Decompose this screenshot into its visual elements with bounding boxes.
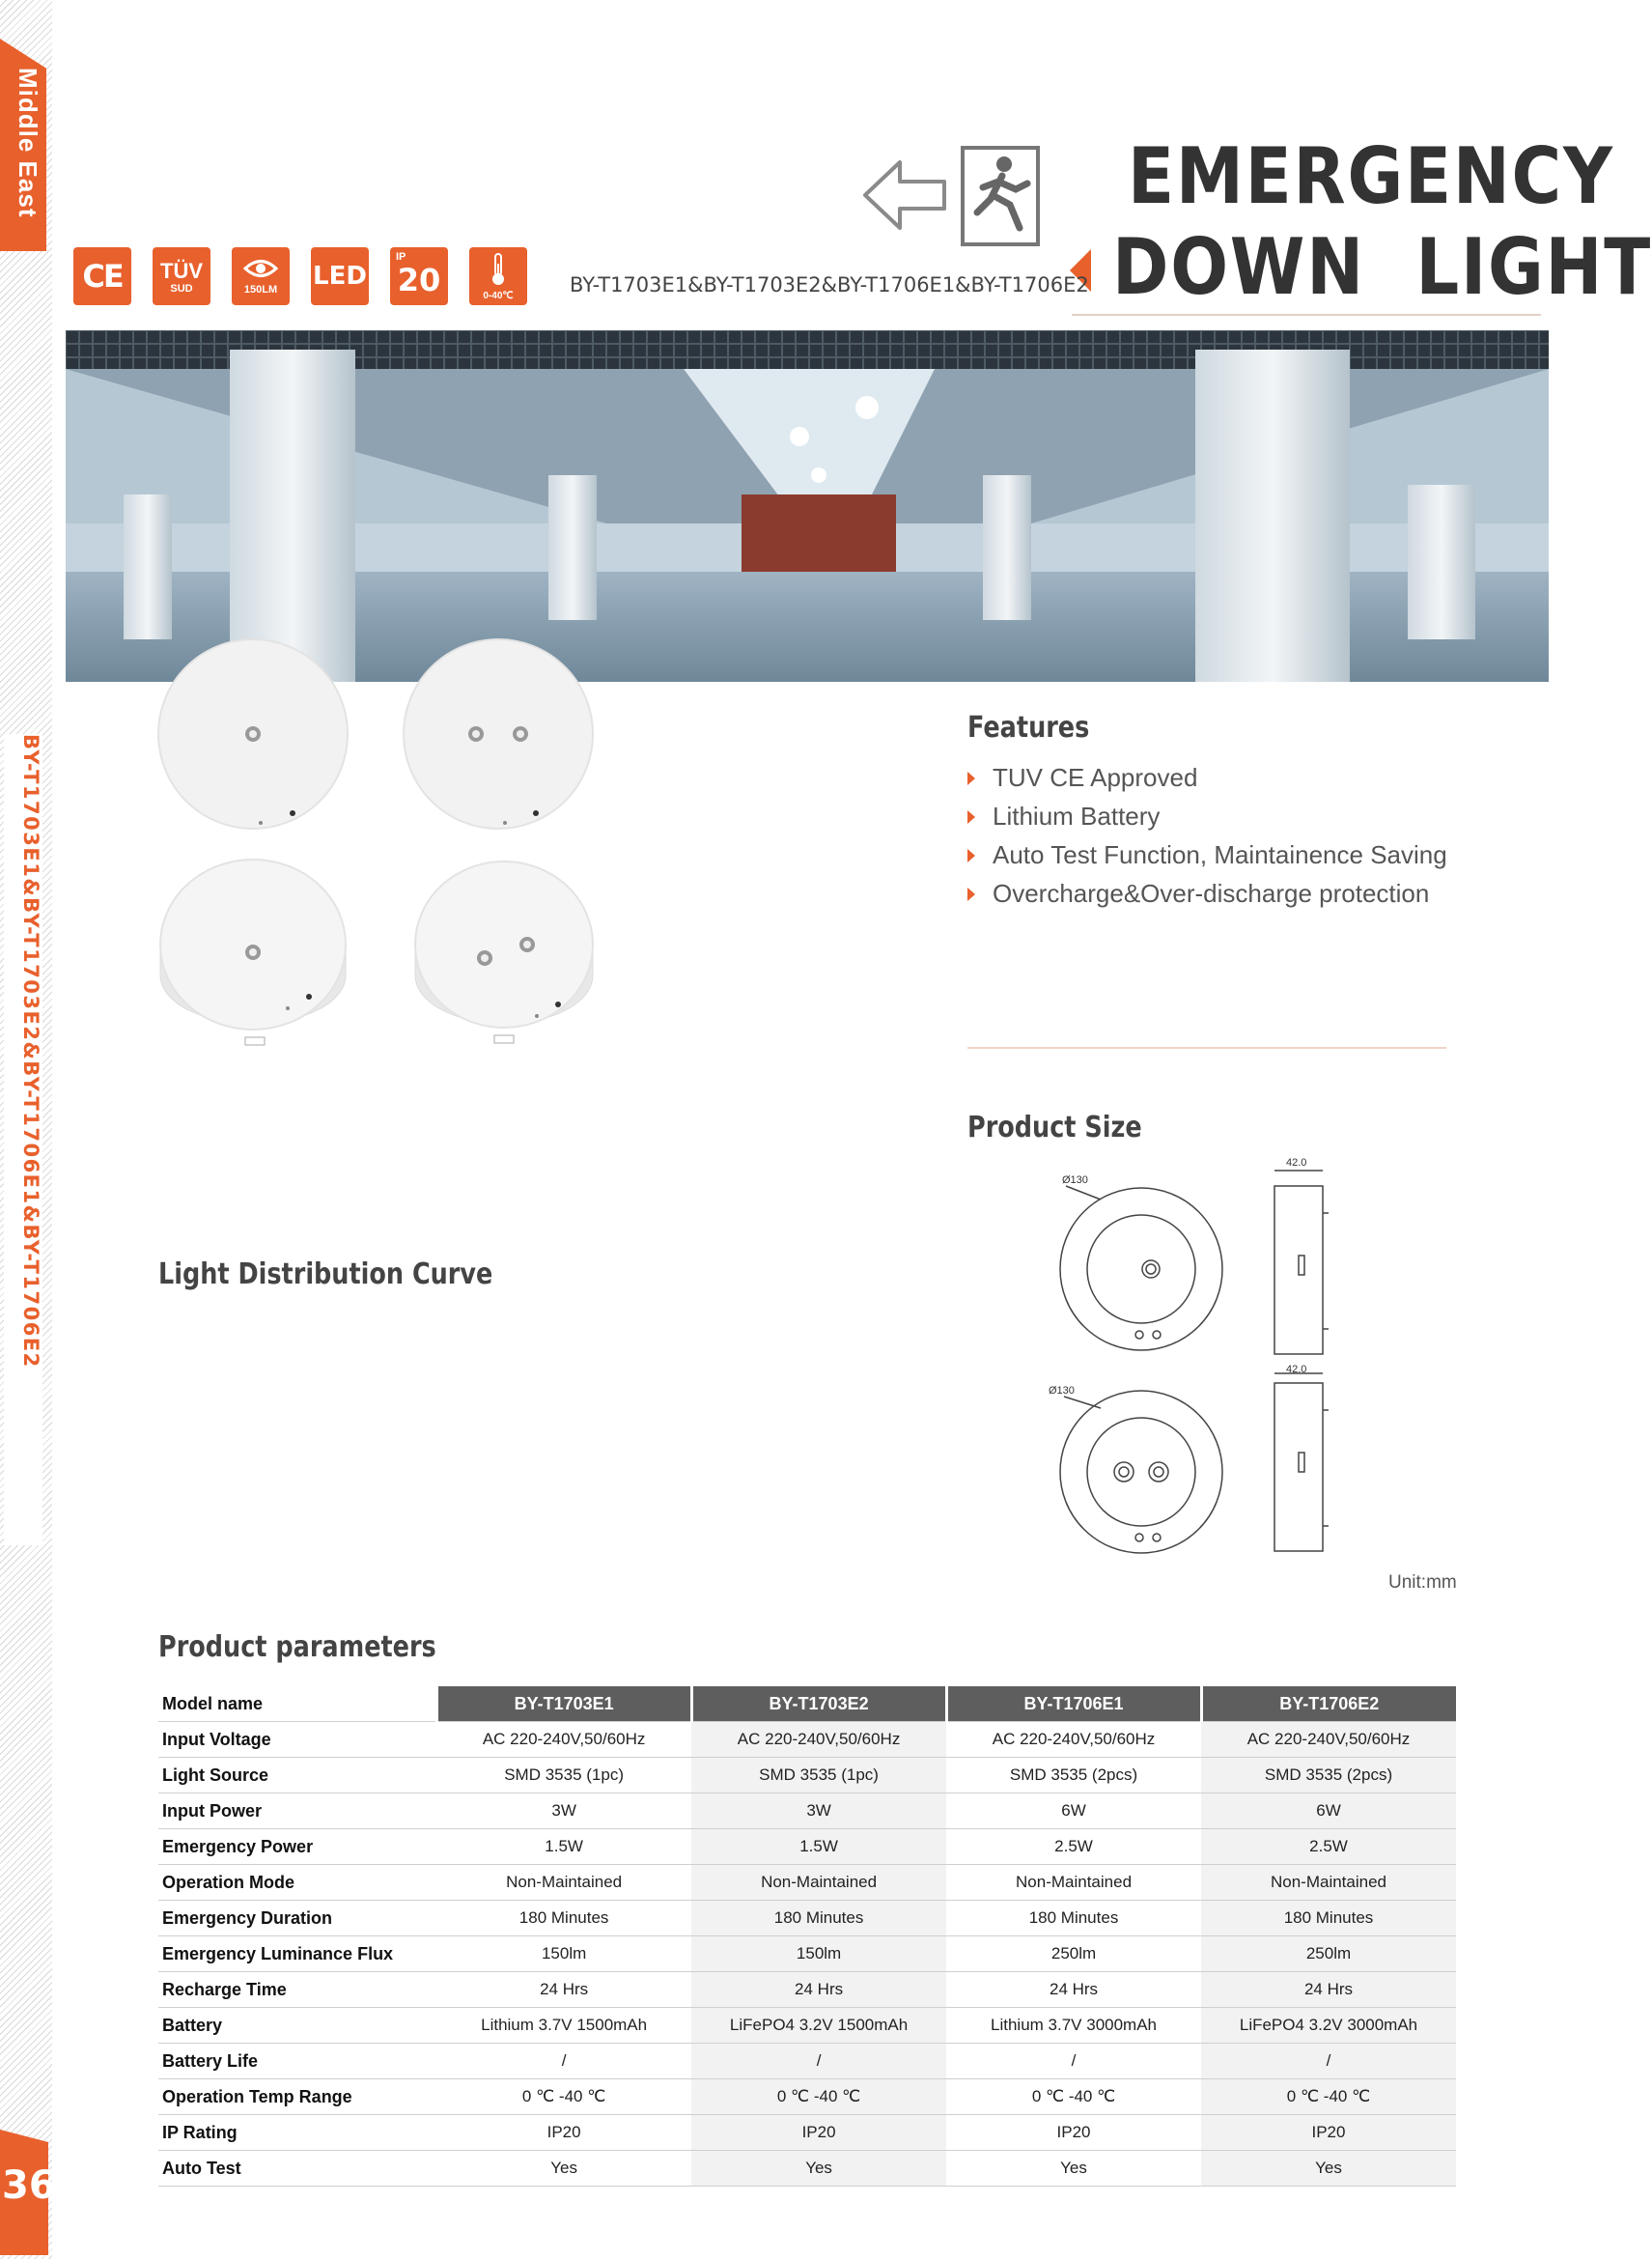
eye-lumen-icon: 150LM	[232, 247, 290, 305]
feature-item: Lithium Battery	[967, 802, 1160, 832]
table-cell: 6W	[1201, 1793, 1456, 1829]
table-cell: Non-Maintained	[1201, 1865, 1456, 1901]
table-cell: 1.5W	[691, 1829, 946, 1865]
features-title: Features	[967, 711, 1090, 745]
column-header: BY-T1706E2	[1201, 1686, 1456, 1722]
feature-item: TUV CE Approved	[967, 763, 1197, 793]
table-cell: /	[946, 2044, 1201, 2079]
running-man-exit-icon	[960, 145, 1041, 247]
ce-mark-icon: CE	[73, 247, 131, 305]
region-label: Middle East	[14, 68, 42, 218]
table-cell: 24 Hrs	[1201, 1972, 1456, 2008]
row-label: Input Power	[158, 1793, 436, 1829]
row-label: Emergency Power	[158, 1829, 436, 1865]
table-cell: /	[691, 2044, 946, 2079]
table-cell: IP20	[436, 2115, 691, 2151]
table-row	[158, 2115, 1456, 2151]
header-rule	[1072, 314, 1541, 316]
row-label: Input Voltage	[158, 1722, 436, 1758]
thermometer-icon: 0-40℃	[469, 247, 527, 305]
table-row	[158, 1936, 1456, 1972]
bullet-icon	[967, 772, 975, 785]
tuv-sud-icon: TÜV SUD	[153, 247, 210, 305]
table-cell: 1.5W	[436, 1829, 691, 1865]
table-cell: 2.5W	[1201, 1829, 1456, 1865]
depth-label: 42.0	[1286, 1157, 1307, 1169]
table-cell: 150lm	[436, 1936, 691, 1972]
table-cell: 250lm	[1201, 1936, 1456, 1972]
dimension-drawings	[1043, 1155, 1371, 1561]
table-cell: 250lm	[946, 1936, 1201, 1972]
table-cell: 2.5W	[946, 1829, 1201, 1865]
row-label: Emergency Duration	[158, 1901, 436, 1936]
table-cell: /	[436, 2044, 691, 2079]
table-cell: 180 Minutes	[436, 1901, 691, 1936]
table-cell: 24 Hrs	[691, 1972, 946, 2008]
table-row	[158, 2079, 1456, 2115]
table-cell: 0 ℃ -40 ℃	[436, 2079, 691, 2115]
table-cell: IP20	[691, 2115, 946, 2151]
table-row	[158, 1865, 1456, 1901]
table-cell: IP20	[1201, 2115, 1456, 2151]
thermometer-glyph-icon	[489, 252, 508, 287]
table-cell: 3W	[691, 1793, 946, 1829]
row-label: Light Source	[158, 1758, 436, 1793]
table-cell: Yes	[691, 2151, 946, 2187]
table-row	[158, 2008, 1456, 2044]
feature-item: Overcharge&Over-discharge protection	[967, 879, 1429, 909]
column-header: BY-T1706E1	[946, 1686, 1201, 1722]
table-cell: AC 220-240V,50/60Hz	[1201, 1722, 1456, 1758]
table-cell: 0 ℃ -40 ℃	[946, 2079, 1201, 2115]
table-cell: /	[1201, 2044, 1456, 2079]
diameter-label: Ø130	[1062, 1174, 1088, 1186]
row-label: Recharge Time	[158, 1972, 436, 2008]
product-photo-single-flat	[158, 639, 348, 829]
table-cell: Yes	[946, 2151, 1201, 2187]
row-label: Operation Mode	[158, 1865, 436, 1901]
table-row	[158, 1972, 1456, 2008]
unit-label: Unit:mm	[1388, 1572, 1457, 1593]
table-cell: LiFePO4 3.2V 3000mAh	[1201, 2008, 1456, 2044]
table-cell: 3W	[436, 1793, 691, 1829]
feature-item: Auto Test Function, Maintainence Saving	[967, 840, 1447, 870]
table-cell: 24 Hrs	[436, 1972, 691, 2008]
column-header: BY-T1703E1	[436, 1686, 691, 1722]
row-label: Operation Temp Range	[158, 2079, 436, 2115]
table-cell: 6W	[946, 1793, 1201, 1829]
led-icon: LED	[311, 247, 369, 305]
table-cell: SMD 3535 (1pc)	[436, 1758, 691, 1793]
table-cell: 24 Hrs	[946, 1972, 1201, 2008]
table-cell: 150lm	[691, 1936, 946, 1972]
features-divider	[967, 1047, 1446, 1049]
page-title-line2: DOWN LIGHT	[1112, 222, 1652, 312]
table-cell: Yes	[436, 2151, 691, 2187]
table-row	[158, 1901, 1456, 1936]
bullet-icon	[967, 888, 975, 901]
light-distribution-title: Light Distribution Curve	[158, 1257, 493, 1291]
row-label: Battery	[158, 2008, 436, 2044]
table-cell: 0 ℃ -40 ℃	[691, 2079, 946, 2115]
table-cell: SMD 3535 (1pc)	[691, 1758, 946, 1793]
table-cell: AC 220-240V,50/60Hz	[691, 1722, 946, 1758]
column-header: Model name	[158, 1686, 436, 1722]
eye-icon	[243, 258, 278, 279]
table-cell: IP20	[946, 2115, 1201, 2151]
column-header: BY-T1703E2	[691, 1686, 946, 1722]
page-number: 36	[2, 2163, 56, 2208]
table-header-row	[158, 1686, 1456, 1722]
table-row	[158, 1793, 1456, 1829]
table-cell: 180 Minutes	[691, 1901, 946, 1936]
table-cell: AC 220-240V,50/60Hz	[436, 1722, 691, 1758]
product-photo-twin-side	[415, 861, 593, 1043]
table-cell: AC 220-240V,50/60Hz	[946, 1722, 1201, 1758]
product-photo-single-side	[160, 860, 346, 1045]
table-cell: Lithium 3.7V 1500mAh	[436, 2008, 691, 2044]
table-cell: Non-Maintained	[436, 1865, 691, 1901]
product-size-title: Product Size	[967, 1111, 1142, 1144]
product-photo-twin-flat	[404, 639, 593, 829]
model-list: BY-T1703E1&BY-T1703E2&BY-T1706E1&BY-T1706E2	[570, 273, 1089, 296]
table-cell: LiFePO4 3.2V 1500mAh	[691, 2008, 946, 2044]
table-row	[158, 1829, 1456, 1865]
table-row	[158, 2044, 1456, 2079]
table-cell: 180 Minutes	[946, 1901, 1201, 1936]
side-model-label: BY-T1703E1&BY-T1703E2&BY-T1706E1&BY-T1706E2	[4, 734, 42, 1545]
left-arrow-icon	[861, 156, 948, 234]
depth-label: 42.0	[1286, 1364, 1307, 1375]
parameters-table	[158, 1686, 1456, 2187]
ip-rating-icon: IP 20	[390, 247, 448, 305]
table-row	[158, 1758, 1456, 1793]
parameters-title: Product parameters	[158, 1630, 436, 1664]
row-label: Battery Life	[158, 2044, 436, 2079]
table-cell: 0 ℃ -40 ℃	[1201, 2079, 1456, 2115]
table-cell: Yes	[1201, 2151, 1456, 2187]
row-label: IP Rating	[158, 2115, 436, 2151]
table-row	[158, 2151, 1456, 2187]
table-cell: Lithium 3.7V 3000mAh	[946, 2008, 1201, 2044]
bullet-icon	[967, 849, 975, 862]
table-cell: SMD 3535 (2pcs)	[1201, 1758, 1456, 1793]
page-title-line1: EMERGENCY	[1128, 131, 1614, 221]
table-cell: Non-Maintained	[946, 1865, 1201, 1901]
hero-image	[66, 330, 1549, 682]
product-photos	[153, 637, 616, 1062]
bullet-icon	[967, 810, 975, 824]
table-row	[158, 1722, 1456, 1758]
row-label: Emergency Luminance Flux	[158, 1936, 436, 1972]
table-cell: SMD 3535 (2pcs)	[946, 1758, 1201, 1793]
diameter-label: Ø130	[1049, 1385, 1075, 1397]
table-cell: Non-Maintained	[691, 1865, 946, 1901]
row-label: Auto Test	[158, 2151, 436, 2187]
table-cell: 180 Minutes	[1201, 1901, 1456, 1936]
